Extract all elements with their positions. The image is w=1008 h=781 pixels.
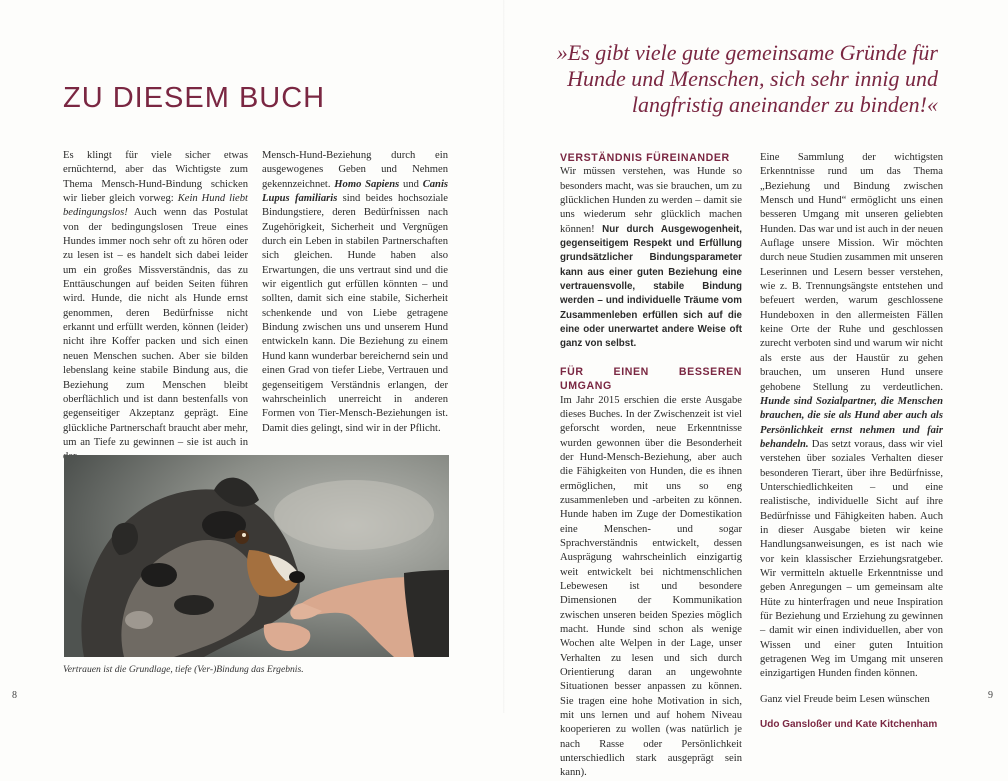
left-column-2: [262, 149, 448, 436]
col1-emphasis: Kein Hund liebt bedingungslos!: [63, 193, 248, 219]
right-column-1: [560, 151, 742, 781]
subhead-umgang: FÜR EINEN BESSEREN UMGANG: [560, 365, 742, 393]
author-signature: Udo Gansloßer und Kate Kitchenham: [760, 719, 938, 731]
right-column-2: [760, 151, 943, 732]
closing-line: Ganz viel Freude beim Lesen wünschen: [760, 693, 930, 705]
col4-emphasis: Hunde sind Sozialpartner, die Menschen brauchen, die sie als Hund aber auch als Persönlichkeit ernst nehmen und fair behandeln.: [760, 395, 943, 450]
left-column-1: [63, 149, 248, 465]
page-heading: ZU DIESEM BUCH: [63, 82, 326, 114]
col1-text-1: Es klingt für viele sicher etwas ernüchternd, aber das Wichtigste zum Thema Mensch-Hund-Bindung schicken wir lieber gleich vorweg:: [63, 150, 248, 205]
pull-quote: »Es gibt viele gute gemeinsame Gründe für Hunde und Menschen, sich sehr innig und langfristig aneinander zu binden!«: [556, 40, 938, 117]
photo-caption: Vertrauen ist die Grundlage, tiefe (Ver-)Bindung das Ergebnis.: [63, 664, 304, 675]
col3-paragraph-1: Wir müssen verstehen, was Hunde so besonders macht, was sie brauchen, um zu glücklichen Hunden zu werden – damit sie uns wiederum sehr glücklich machen können!: [560, 166, 742, 235]
page-gutter: [503, 0, 505, 713]
col4-paragraph-2: Das setzt voraus, dass wir viel verstehen über soziales Verhalten dieser besonderen Tierart, über ihre Bedürfnisse, Unterschiedlichkeiten – und eine realistische, individuelle Sicht auf ihre Bedürfnisse und Fähigkeiten haben. Auch in dieser Ausgabe bieten wir keine Handlungsanweisungen, es ist nach wie vor kein klassischer Erziehungsratgeber. Wir vermitteln aktuelle Erkenntnisse und geben Anregungen – um gemeinsam alte Hüte zu hinterfragen und neue Inspiration für Beziehung und Erziehung zu gewinnen – damit wir einen individuellen, aber von Wissen und einer guten Intuition getragenen Weg im Umgang mit unseren einzigartigen Hunden finden können.: [760, 438, 943, 680]
dog-photo: [64, 455, 449, 657]
dog-illustration: [64, 455, 449, 657]
col2-und: und: [399, 178, 423, 190]
col3-bold-paragraph: Nur durch Ausgewogenheit, gegenseitigem Respekt und Erfüllung grundsätzlicher Bindungsparameter kann aus einer guten Beziehung eine vertrauensvolle, stabile Bindung werden – und individuelle Träume vom Zusammenleben erfüllen sich auf die eine oder unerwartet andere Weise oft ganz von selbst.: [560, 223, 742, 350]
col1-text-2: Auch wenn das Postulat von der bedingungslosen Treue eines Hundes immer noch sehr oft zu hören oder zu lesen ist – es handelt sich dabei leider um ein großes Missverständnis, das zu Enttäuschungen auf beiden Seiten führen wird. Hunde, die nicht als Hunde ernst genommen, deren Bedürfnisse nicht erkannt und erfüllt werden, können (leider) nicht ihre Koffer packen und sich einen neuen Menschen suchen. Aber sie bilden lebenslang keine stabile Bindung aus, die Beziehung zum Menschen bleibt oberflächlich und ist dann bestenfalls von gegenseitiger Akzeptanz geprägt. Eine glückliche Partnerschaft braucht aber mehr, um an Tiefe zu gewinnen – sie ist auch in: [63, 207, 248, 448]
col2-species-1: Homo Sapiens: [334, 178, 400, 190]
page-number-right: 9: [988, 690, 993, 701]
col2-species-2: Canis Lupus familiaris: [262, 178, 449, 205]
col4-paragraph-1: Eine Sammlung der wichtigsten Erkenntnisse rund um das Thema „Beziehung und Bindung zwischen Mensch und Hund“ ermöglicht uns einen besseren Umgang mit unseren geliebten Hunden. Das war und ist auch in der neuen Auflage unsere Mission. Wir möchten durch neue Studien zusammen mit unseren Leserinnen und Lesern besser verstehen, wie z. B. Trennungsängste entstehen und befeuert werden, warum geschlossene Hundeboxen in den allermeisten Fällen keine Orte der Ruhe und geschlossen zurecht verboten sind und warum wir nicht als erste aus der Haustür zu gehen brauchen, um unseren Hund unsere gehobene Stellung zu verdeutlichen.: [760, 152, 943, 393]
subhead-verstaendnis: VERSTÄNDNIS FÜREINANDER: [560, 152, 730, 164]
page-number-left: 8: [12, 690, 17, 701]
col2-text-2: sind beides hochsoziale Bindungstiere, deren Bedürfnissen nach Zugehörigkeit, Sicherheit und Vergnügen durch ein Leben in stabilen Partnerschaften sich gleichen. Hunde haben also Erwartungen, die uns vertraut sind und die wir eigentlich gut erfüllen könnten – und sollten, damit sich eine stabile, Sicherheit schenkende und von Liebe getragene Bindung zwischen uns und unserem Hund entwickeln kann. Die Beziehung zu einem Hund kann wunderbar bereichernd sein und einen Grad von tiefer Liebe, Vertrauen und gegenseitigem Verständnis erlangen, der wahrscheinlich unerreicht in anderen Formen von Tier-Mensch-Beziehungen ist. Damit dies gelingt, sind wir in der Pflicht.: [262, 193, 448, 434]
col3-paragraph-2: Im Jahr 2015 erschien die erste Ausgabe dieses Buches. In der Zwischenzeit ist viel geforscht worden, neue Erkenntnisse wurden gewonnen über die Besonderheit der Hund-Mensch-Beziehung, aber auch die Fähigkeiten von Hunden, die es ihnen ermöglichen, mit uns so eng zusammenleben und -arbeiten zu können. Hunde haben im Zuge der Domestikation eine Menschen- und sogar Sprachverständnis entwickelt, dessen Ausprägung wahrscheinlich einzigartig weit entwickelt bei nichtmenschlichen Lebewesen ist und besondere Dimensionen der Kommunikation zwischen unseren beiden Spezies möglich macht. Hunde sind schon als wenige Wochen alte Welpen in der Lage, unser Verhalten zu lesen und sich durch Orientierung daran an ungewohnte Situationen besser anpassen zu können. Sie tragen eine hohe Motivation in sich, mit uns lernen und auf hohem Niveau kooperieren zu wollen (was natürlich je nach Rasse oder Persönlichkeit unterschiedlich stark ausgeprägt sein kann).: [560, 394, 742, 779]
col2-text-1: Mensch-Hund-Beziehung durch ein ausgewogenes Geben und Nehmen gekennzeichnet.: [262, 150, 448, 190]
